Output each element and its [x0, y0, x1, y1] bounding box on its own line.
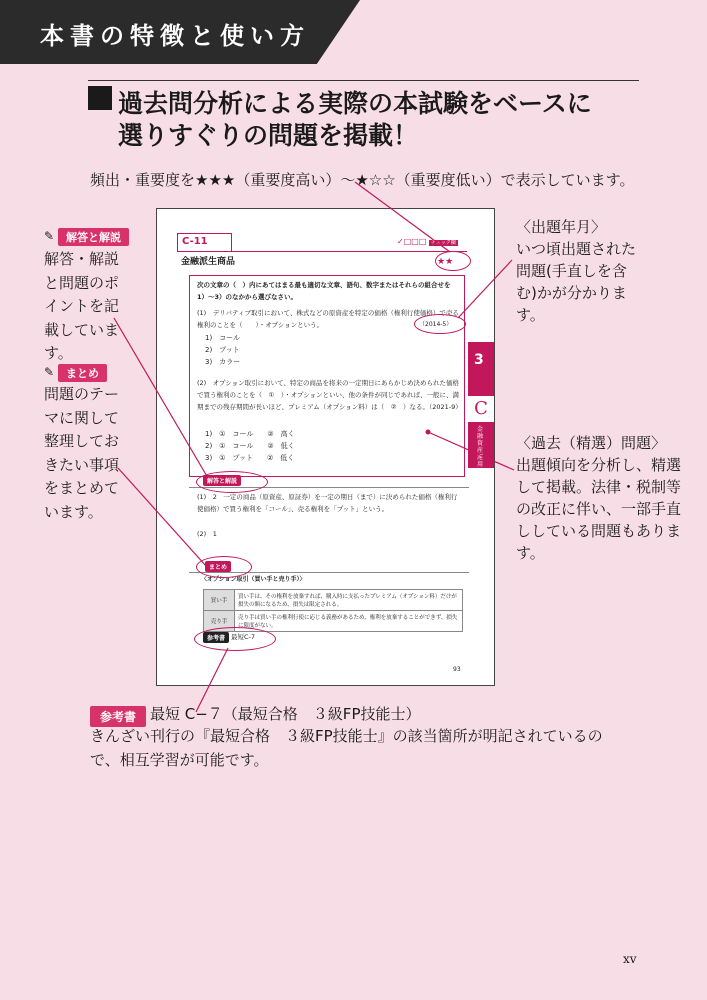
leader-question — [428, 432, 514, 470]
page-number: xv — [623, 952, 637, 966]
notebook-icon: ✎ — [44, 365, 55, 379]
answer-1: (1) 2 一定の商品（原資産、原証券）を一定の期日（まで）に決められた価格（権利行使価格）で買う権利を「コール」、売る権利を「プット」という。 — [197, 493, 458, 513]
ref-description: きんざい刊行の『最短合格 ３級FP技能士』の該当箇所が明記されているので、相互学習が可能です。 — [90, 727, 603, 769]
exam-date-heading: 〈出題年月〉 — [516, 218, 607, 236]
sample-ref-tag: 参考書 — [203, 632, 229, 643]
chapter-name: 金融資産運用 — [477, 426, 484, 468]
leader-answer — [114, 318, 208, 478]
check-label: チェック欄 — [430, 240, 456, 246]
question-1: (1) デリバティブ取引において、株式などの原資産を特定の価格（権利行使価格）で売る権利のことを（ ）・オプションという。 — [197, 309, 459, 329]
past-question-heading: 〈過去（精選）問題〉 — [516, 434, 667, 452]
ref-tag: 参考書 — [90, 706, 146, 727]
section-code: C-11 — [182, 236, 208, 247]
checkbox-row: ✓□□□ — [397, 237, 427, 246]
q2-option-1: 1) ① コール ② 高く — [205, 430, 295, 438]
question-1-date: （2014-5） — [419, 321, 453, 328]
summary-description: 問題のテーマに関して整理しておきたい事項をまとめています。 — [44, 385, 120, 521]
q2-option-3: 3) ① プット ② 低く — [205, 454, 295, 462]
pencil-icon: ✎ — [44, 229, 55, 243]
row-text: 売り手は買い手の権利行使に応じる義務があるため、権利を放棄することができず、損失に限度がない。 — [235, 611, 463, 632]
summary-tag: まとめ — [58, 364, 107, 382]
sample-page-number: 93 — [453, 666, 461, 673]
chapter-letter: C — [468, 396, 494, 422]
sample-answer-tag: 解答と解説 — [203, 475, 241, 486]
page-title: 本書の特徴と使い方 — [40, 22, 310, 50]
sample-ref-text: 最短C-7 — [231, 633, 256, 641]
question-2: (2) オプション取引において、特定の商品を将来の一定期日にあらかじめ決められた価格で買う権利のことを（ ① ）・オプションといい、他の条件が同じであれば、一般に、満期までの残存期間が長いほど、プレミアム（オプション料）は（ ② ）なる。（2021-9） — [197, 379, 462, 411]
row-text: 買い手は、その権利を放棄すれば、購入時に支払ったプレミアム（オプション料）だけが損失の額になるため、損失は限定される。 — [235, 590, 463, 611]
sample-summary-tag: まとめ — [205, 561, 231, 572]
answer-tag: 解答と解説 — [58, 228, 129, 246]
answer-description: 解答・解説と問題のポイントを記載しています。 — [44, 250, 120, 362]
instruction: 次の文章の（ ）内にあてはまる最も適切な文章、語句、数字またはそれらの組合せを1）～3）のなかから選びなさい。 — [197, 281, 451, 301]
leader-stars — [355, 182, 450, 252]
exam-date-description: いつ頃出題された問題(手直しを含む)かが分かります。 — [516, 240, 637, 324]
intro-text: 頻出・重要度を★★★（重要度高い）～★☆☆（重要度低い）で表示しています。 — [90, 171, 635, 189]
q2-option-2: 2) ① コール ② 低く — [205, 442, 295, 450]
headline-line2: 選りすぐりの問題を掲載！ — [118, 121, 419, 150]
importance-stars: ★★ — [437, 257, 454, 267]
chapter-number: 3 — [474, 352, 484, 368]
leader-question-dot — [426, 430, 431, 435]
q1-option-1: 1) コール — [205, 334, 241, 342]
row-label: 買い手 — [204, 590, 235, 611]
leader-date — [458, 260, 512, 318]
row-label: 売り手 — [204, 611, 235, 632]
q1-option-2: 2) プット — [205, 346, 240, 354]
headline-line1: 過去問分析による実際の本試験をベースに — [118, 89, 592, 118]
table-title: 〈オプション取引（買い手と売り手）〉 — [201, 576, 306, 583]
q1-option-3: 3) カラー — [205, 358, 241, 366]
past-question-description: 出題傾向を分析し、精選して掲載。法律・税制等の改正に伴い、一部手直ししている問題もあります。 — [516, 456, 682, 562]
leader-summary — [118, 468, 206, 566]
topic-title: 金融派生商品 — [181, 257, 236, 267]
answer-2: (2) 1 — [197, 530, 217, 538]
ref-heading: 最短 C−７（最短合格 ３級FP技能士） — [150, 705, 421, 723]
